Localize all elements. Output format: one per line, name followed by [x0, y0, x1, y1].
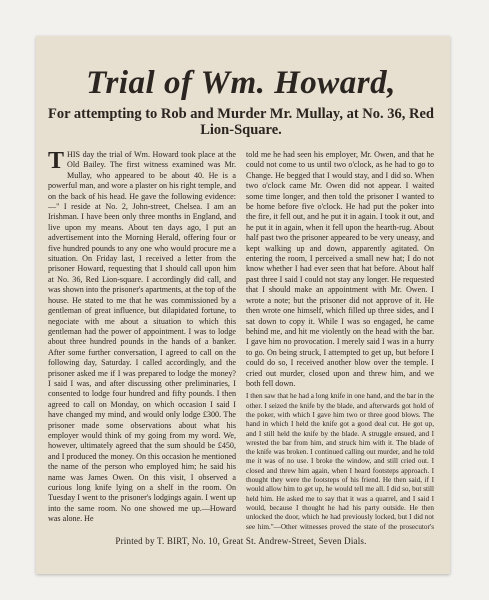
- column-left-paragraph: [48, 150, 236, 525]
- page-subtitle: For attempting to Rob and Murder Mr. Mullay, at No. 36, Red Lion-Square.: [48, 106, 434, 138]
- column-right-fine-print: I then saw that he had a long knife in one hand, and the bar in the other. I seized the knife by the blade, and afterwards got hold of the poker, with which I gave him two or three good blows. The hand in which I held the knife got a good deal cut. He got up, and I still held the knife by the blade. A struggle ensued, and I wrested the bar from him, and struck him with it. The blade of the knife was broken. I continued calling out murder, and he told me it was of no use. I broke the window, and still cried out. I closed and threw him again, when I heard footsteps approach. I thought they were the footsteps of his friend. He then said, if I would allow him to get up, he would tell me all. I did so, but still held him. He asked me to say that it was a quarrel, and I said I would, because I thought he had his party outside. He then unlocked the door, which he had previously locked, but I did not see him."—Other witnesses proved the state of the prosecutor's: [246, 392, 434, 530]
- column-left: [48, 150, 236, 530]
- text-columns: [48, 150, 434, 530]
- broadside-content: [48, 56, 434, 546]
- column-right-text: told me he had seen his employer, Mr. Owen, and that he could not come to us until two o'clock, as he had to go to Change. He begged that I would stay, and I did so. When two o'clock came Mr. Owen did not appear. I waited some time longer, and then told the prisoner I wanted to be home before five o'clock. He had put the poker into the fire, it fell out, and he put it in again. I took it out, and he put it in again, when it fell upon the hearth-rug. About half past two the prisoner appeared to be very uneasy, and kept walking up and down, apparently agitated. On entering the room, I perceived a small new hat; I do not know whether I had ever seen that hat before. About half past three I said I could not stay any longer. He requested that I should make an appointment with Mr. Owen. I wrote a note; but the prisoner did not approve of it. He then wrote one himself, which filled up three sides, and I sat down to copy it. While I was so engaged, he came behind me, and hit me violently on the head with the bar. I gave him no provocation. I merely said I was in a hurry to go. On being struck, I attempted to get up, but before I could do so, I received another blow over the temple. I cried out murder, closed upon and threw him, and we both fell down.: [246, 150, 434, 388]
- column-left-text: HIS day the trial of Wm. Howard took place at the Old Bailey. The first witness examined was Mr. Mullay, who appeared to be about 40. He is a powerful man, and wore a plaster on his right temple, and on the back of his head. He gave the following evidence:—" I reside at No. 2, John-street, Chelsea. I am an Irishman. I have been only three months in England, and live upon my means. About ten days ago, I put an advertisement into the Morning Herald, offering four or five hundred pounds to any one who would procure me a situation. On Friday last, I received a letter from the prisoner Howard, requesting that I should call upon him at No. 36, Red Lion-square. I accordingly did call, and was shown into the prisoner's apartments, at the top of the house. He stated to me that he was commissioned by a gentleman of great influence, but dilapidated fortune, to negociate with me about a situation to which this gentleman had the power of appointment. I was to lodge about three hundred pounds in the hands of a banker. After some further conversation, I agreed to call on the following day, Saturday. I called accordingly, and the prisoner asked me if I was prepared to lodge the money? I said I was, and after discussing other preliminaries, I consented to lodge four hundred and fifty pounds. I then agreed to call on Monday, on which occasion I said I have changed my mind, and would only lodge £300. The prisoner made some observations about what his employer would think of my going from my word. We, however, ultimately agreed that the sum should be £450, and I produced the money. On this occasion he mentioned the name of the person who employed him; he said his name was James Owen. On this visit, I observed a curious long knife lying on a shelf in the room. On Tuesday I went to the prisoner's lodgings again. I went up into the same room. No one showed me up.—Howard was alone. He: [48, 150, 236, 524]
- column-right: [246, 150, 434, 530]
- page-title: Trial of Wm. Howard,: [86, 65, 396, 101]
- drop-cap: T: [48, 150, 65, 174]
- printer-imprint: Printed by T. BIRT, No. 10, Great St. Andrew-Street, Seven Dials.: [115, 536, 367, 546]
